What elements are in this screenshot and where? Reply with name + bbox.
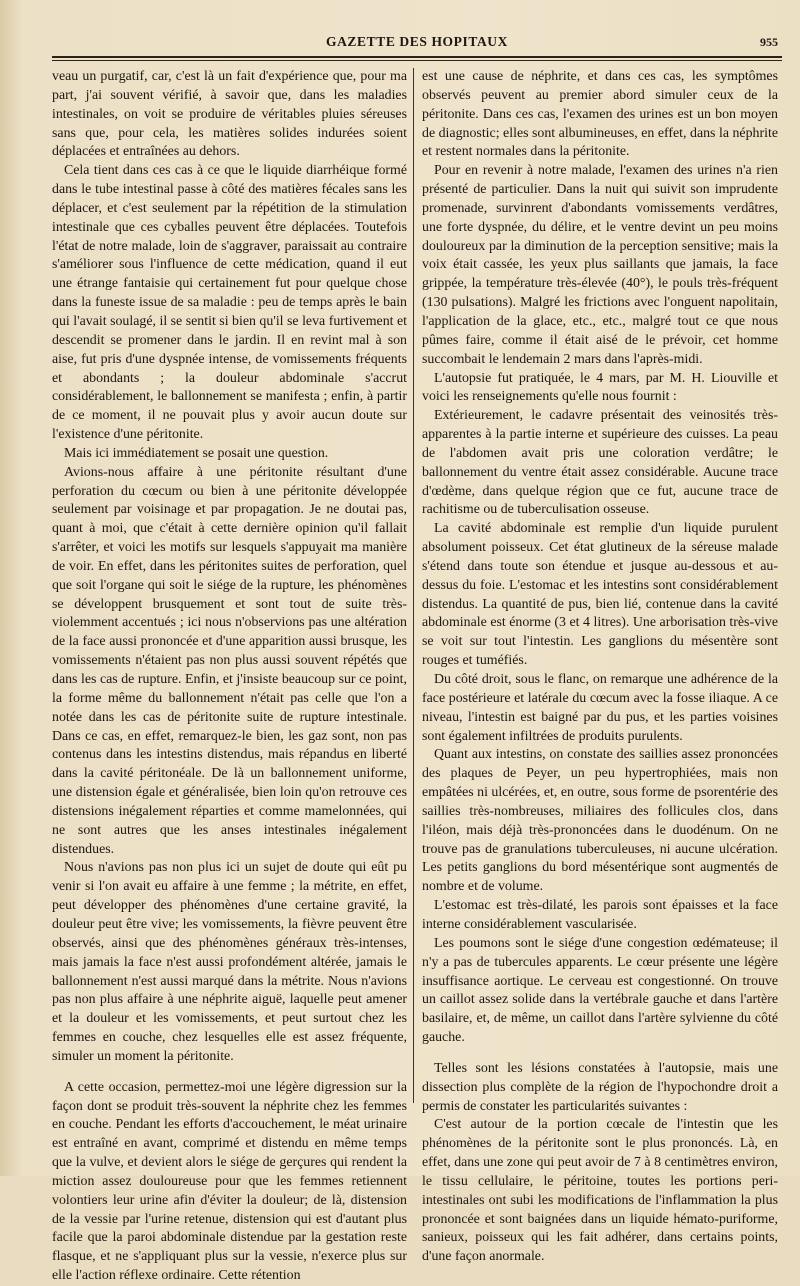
- page-header: [52, 28, 782, 58]
- header-rule-thick: [52, 56, 782, 58]
- paragraph: Mais ici immédiatement se posait une question.: [64, 445, 329, 461]
- paragraph: Avions-nous affaire à une péritonite résultant d'une perforation du cœcum ou bien à une péritonite développée seulement par voisinage et par propagation. Je ne doutai pas, quant à moi, que c'était à cette dernière opinion qu'il fallait s'arrêter, et voici les motifs sur lesquels s'appuyait ma manière de voir. En effet, dans les péritonites suites de perforation, quel que soit l'organe qui soit le siége de la rupture, les phénomènes se développent brusquement et sont tout de suite très-violemment accentués ; ici nous n'observions pas une altération de la face aussi prononcée et d'une apparition aussi brusque, les vomissements n'étaient pas non plus aussi souvent répétés que dans les cas de rupture. Enfin, et j'insiste beaucoup sur ce point, la forme même du ballonnement n'était pas celle que l'on a notée dans les cas de péritonite suite de rupture intestinale. Dans ce cas, en effet, remarquez-le bien, les gaz sont, non pas contenus dans les intestins distendus, mais répandus en liberté dans la cavité péritonéale. De là un ballonnement uniforme, une distension égale et généralisée, bien loin qu'on retrouve ces distensions inégalement réparties et comme mamelonnées, qui ne sont autres que les anses intestinales inégalement distendues.: [52, 464, 407, 857]
- paragraph: Les poumons sont le siége d'une congestion œdémateuse; il n'y a pas de tubercules apparents. Le cœur présente une légère insuffisance aortique. Le cerveau est congestionné. On trouve un caillot assez solide dans la vertébrale gauche et dans l'artère basilaire, et, de même, un caillot dans l'artère sylvienne du côté gauche.: [422, 935, 778, 1046]
- page-number: 955: [760, 35, 778, 49]
- right-column: [422, 68, 778, 1267]
- header-rule-thin: [52, 60, 782, 61]
- paragraph: Telles sont les lésions constatées à l'autopsie, mais une dissection plus complète de la région de l'hypochondre droit a permis de constater les particularités suivantes :: [422, 1060, 778, 1114]
- paragraph: Quant aux intestins, on constate des saillies assez prononcées des plaques de Peyer, un peu hypertrophiées, mais non empâtées ni ulcérées, et, en outre, sous forme de psorentérie des saillies très-nombreuses, miliaires des follicules clos, dans l'iléon, mais déjà très-prononcées dans le duodénum. On ne trouve pas de granulations tuberculeuses, ni aucune ulcération. Les petits ganglions du bord mésentérique sont augmentés de nombre et de volume.: [422, 747, 779, 895]
- paragraph: L'estomac est très-dilaté, les parois sont épaisses et la face interne considérablement vascularisée.: [422, 898, 778, 932]
- paragraph: Pour en revenir à notre malade, l'examen des urines n'a rien présenté de particulier. Dans la nuit qui suivit son imprudente promenade, survinrent d'abondants vomissements verdâtres, une forte dyspnée, du délire, et le ventre devint un peu moins douloureux par la diminution de la perception sensitive; mais la voix était cassée, les yeux plus saillants que jamais, la face grippée, la température très-élevée (40°), le pouls très-fréquent (130 pulsations). Malgré les frictions avec l'onguent napolitain, l'application de la glace, etc., etc., malgré tout ce que nous pûmes faire, comme il était aisé de le prévoir, cet homme succombait le lendemain 2 mars dans l'après-midi.: [422, 163, 778, 367]
- paragraph: Extérieurement, le cadavre présentait des veinosités très-apparentes à la partie interne et supérieure des cuisses. La peau de l'abdomen avait pris une coloration verdâtre; le ballonnement du ventre était assez considérable. Aucune trace d'œdème, dans quelque région que ce fut, aucune trace de rachitisme ou de tuberculisation osseuse.: [422, 408, 778, 518]
- paragraph: est une cause de néphrite, et dans ces cas, les symptômes observés peuvent au premier abord simuler ceux de la péritonite. Dans ces cas, l'examen des urines est un bon moyen de diagnostic; elles sont albumineuses, en effet, dans la néphrite et restent normales dans la péritonite.: [422, 69, 778, 160]
- paragraph: Du côté droit, sous le flanc, on remarque une adhérence de la face postérieure et latérale du cœcum avec la fosse iliaque. A ce niveau, l'intestin est baigné par du pus, et les parties voisines sont également infiltrées de produits purulents.: [422, 672, 778, 744]
- paragraph: L'autopsie fut pratiquée, le 4 mars, par M. H. Liouville et voici les renseignements qu'elle nous fournit :: [422, 370, 778, 405]
- paragraph: Cela tient dans ces cas à ce que le liquide diarrhéique formé dans le tube intestinal passe à côté des matières fécales sans les déplacer, et c'est seulement par la répétition de la stimulation intestinale que ces cyballes peuvent être déplacées. Toutefois l'état de notre malade, loin de s'aggraver, paraissait au contraire s'améliorer sous l'influence de cette médication, quand il eut une étrange fantaisie qui certainement fut pour quelque chose dans la funeste issue de sa maladie : peu de temps après le bain qui l'avait soulagé, il se sentit si bien qu'il se leva furtivement et descendit se promener dans le jardin. Il en revint mal à son aise, fut pris d'une dyspnée intense, de vomissements fréquents et abondants ; la douleur abdominale s'accrut considérablement, le ballonnement se manifesta ; enfin, à partir de ce moment, il ne pouvait plus y avoir aucun doute sur l'existence d'une péritonite.: [52, 163, 407, 443]
- paragraph: C'est autour de la portion cœcale de l'intestin que les phénomènes de la péritonite sont le plus prononcés. Là, en effet, dans une zone qui peut avoir de 7 à 8 centimètres environ, le tissu cellulaire, le péritoine, toutes les portions peri-intestinales ont subi les modifications de l'inflammation la plus prononcée et sont baignées dans un liquide hémato-puriforme, sanieux, poisseux qui les fait adhérer, dans certains points, d'une façon anormale.: [422, 1117, 778, 1265]
- left-column: [52, 68, 407, 1286]
- paragraph: La cavité abdominale est remplie d'un liquide purulent absolument poisseux. Cet état glutineux de la séreuse malade s'étend dans toute son étendue et jusque au-dessous et au-dessus du foie. L'estomac et les intestins sont considérablement distendus. La quantité de pus, bien lié, contenue dans la cavité abdominale est énorme (3 et 4 litres). Une arborisation très-vive se voit sur tout l'intestin. Les ganglions du mésentère sont rouges et tuméfiés.: [422, 521, 778, 669]
- paragraph: veau un purgatif, car, c'est là un fait d'expérience que, pour ma part, j'ai souvent vérifié, à savoir que, dans les maladies intestinales, on voit se produire de véritables pluies séreuses sans que, pour cela, les matières solides indurées soient déplacées et entraînées au dehors.: [52, 69, 407, 160]
- column-divider: [413, 68, 414, 1103]
- paragraph: Nous n'avions pas non plus ici un sujet de doute qui eût pu venir si l'on avait eu affaire à une femme ; la métrite, en effet, peut développer des phénomènes d'une certaine gravité, la douleur peut être vive; les vomissements, la fièvre peuvent être observés, ainsi que des phénomènes généraux très-intenses, mais jamais la face n'est aussi profondément altérée, jamais le ballonnement n'est aussi marqué dans la métrite. Nous n'avions pas non plus affaire à une néphrite aiguë, laquelle peut amener et la douleur et les vomissements, et peut surtout chez les femmes en couche, chez lesquelles elle est assez fréquente, simuler un moment la péritonite.: [52, 860, 407, 1064]
- paragraph: A cette occasion, permettez-moi une légère digression sur la façon dont se produit très-souvent la néphrite chez les femmes en couche. Pendant les efforts d'accouchement, le méat urinaire est entraîné en avant, comprimé et distendu en même temps que la vulve, et devient alors le siége de gerçures qui rendent la miction assez douloureuse pour que les femmes retiennent volontiers leur urine afin d'éviter la douleur; de là, distension de la vessie par l'urine retenue, distension qui est d'autant plus facile que la paroi abdominale distendue par la gestation reste flasque, et ne s'appliquant plus sur la vessie, n'exerce plus sur elle l'action réflexe ordinaire. Cette rétention: [52, 1079, 407, 1284]
- running-title: GAZETTE DES HOPITAUX: [325, 34, 509, 49]
